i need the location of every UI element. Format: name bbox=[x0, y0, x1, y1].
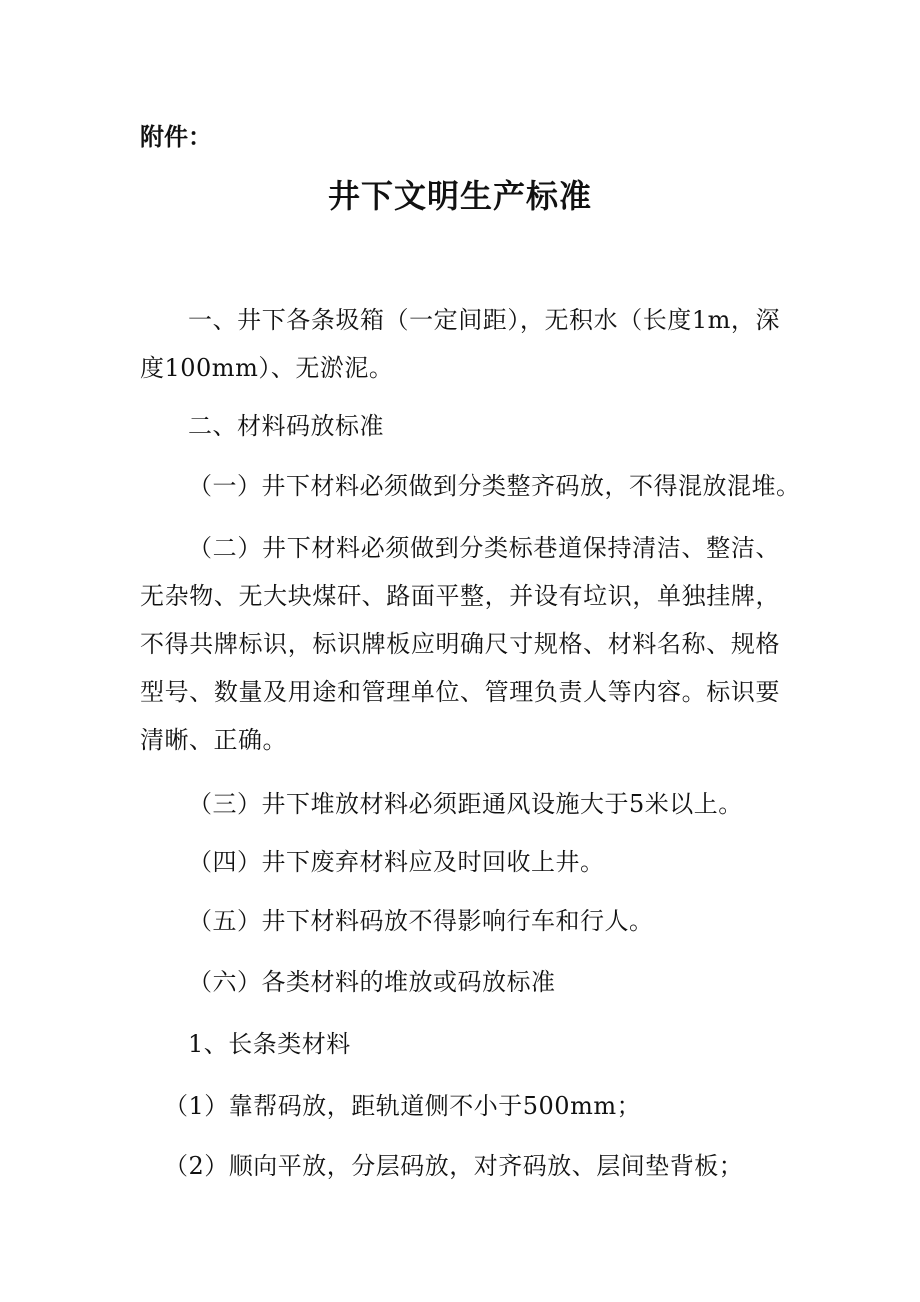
paragraph-drainage: 一、井下各条圾箱（一定间距），无积水（长度1m，深度100mm）、无淤泥。 bbox=[140, 306, 780, 382]
paragraph-subitem-1: （1）靠帮码放，距轨道侧不小于500mm； bbox=[164, 1092, 642, 1120]
paragraph-item-2: （二）井下材料必须做到分类标巷道保持清洁、整洁、无杂物、无大块煤矸、路面平整，并设有垃识，单独挂牌，不得共牌标识，标识牌板应明确尺寸规格、材料名称、规格型号、数量及用途和管理单位、管理负责人等内容。标识要清晰、正确。 bbox=[140, 534, 780, 754]
paragraph-item-1: （一）井下材料必须做到分类整齐码放，不得混放混堆。 bbox=[188, 472, 801, 500]
section-heading-materials: 二、材料码放标准 bbox=[188, 412, 384, 440]
page-title: 井下文明生产标准 bbox=[327, 177, 592, 215]
paragraph-item-6: （六）各类材料的堆放或码放标准 bbox=[188, 968, 556, 996]
subheading-long-materials: 1、长条类材料 bbox=[188, 1030, 351, 1058]
paragraph-item-3: （三）井下堆放材料必须距通风设施大于5米以上。 bbox=[188, 790, 743, 818]
attachment-label: 附件： bbox=[140, 122, 212, 151]
paragraph-subitem-2: （2）顺向平放，分层码放，对齐码放、层间垫背板； bbox=[164, 1152, 744, 1180]
paragraph-item-4: （四）井下废弃材料应及时回收上井。 bbox=[188, 848, 605, 876]
paragraph-item-5: （五）井下材料码放不得影响行车和行人。 bbox=[188, 907, 654, 935]
